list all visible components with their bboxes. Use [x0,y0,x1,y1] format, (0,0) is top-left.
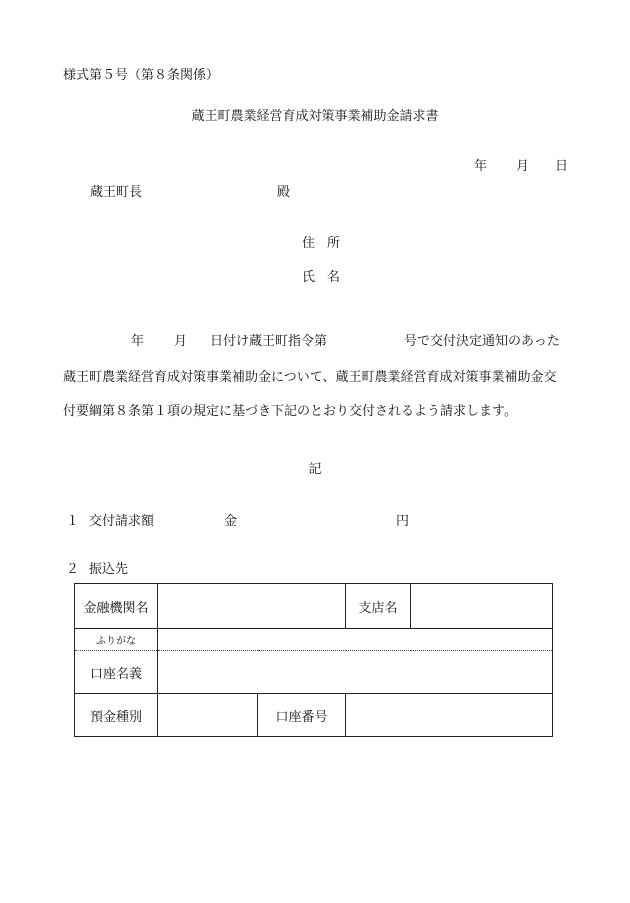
addressee-honorific: 殿 [277,185,291,200]
bank-transfer-table [74,583,553,737]
item-1-kin: 金 [224,514,238,529]
date-day-label: 日 [555,159,569,174]
body-line-1-month: 月 [174,334,188,349]
body-line-1-end: 号で交付決定通知のあった [404,334,560,349]
addressee-name: 蔵王町長 [90,185,143,200]
name-label: 氏名 [302,270,353,285]
item-1-yen: 円 [396,514,410,529]
branch-label: 支店名 [346,584,411,629]
body-line-2: 蔵王町農業経営育成対策事業補助金について、蔵王町農業経営育成対策事業補助金交 [63,370,557,385]
body-line-1-year: 年 [131,334,145,349]
furigana-label: ふりがな [75,629,158,651]
deposit-type-field[interactable] [158,694,258,737]
item-1-number: １ [66,514,80,529]
branch-field[interactable] [411,584,553,629]
item-2-label: 振込先 [89,562,129,577]
ki-heading: 記 [308,462,322,477]
document-title: 蔵王町農業経営育成対策事業補助金請求書 [191,109,439,124]
deposit-type-label: 預金種別 [75,694,158,737]
financial-institution-field[interactable] [158,584,346,629]
account-holder-label: 口座名義 [75,651,158,694]
date-year-label: 年 [474,159,488,174]
body-line-1-mid: 日付け蔵王町指令第 [210,334,328,349]
body-line-3: 付要綱第８条第１項の規定に基づき下記のとおり交付されるよう請求します。 [63,404,517,419]
account-holder-field[interactable] [158,651,553,694]
account-number-field[interactable] [346,694,553,737]
date-month-label: 月 [516,159,530,174]
account-number-label: 口座番号 [258,694,346,737]
item-1-label: 交付請求額 [89,514,155,529]
item-2-number: ２ [66,562,80,577]
financial-institution-label: 金融機関名 [75,584,158,629]
address-label: 住所 [302,236,353,251]
furigana-field[interactable] [158,629,553,651]
form-number: 様式第５号（第８条関係） [63,68,220,83]
